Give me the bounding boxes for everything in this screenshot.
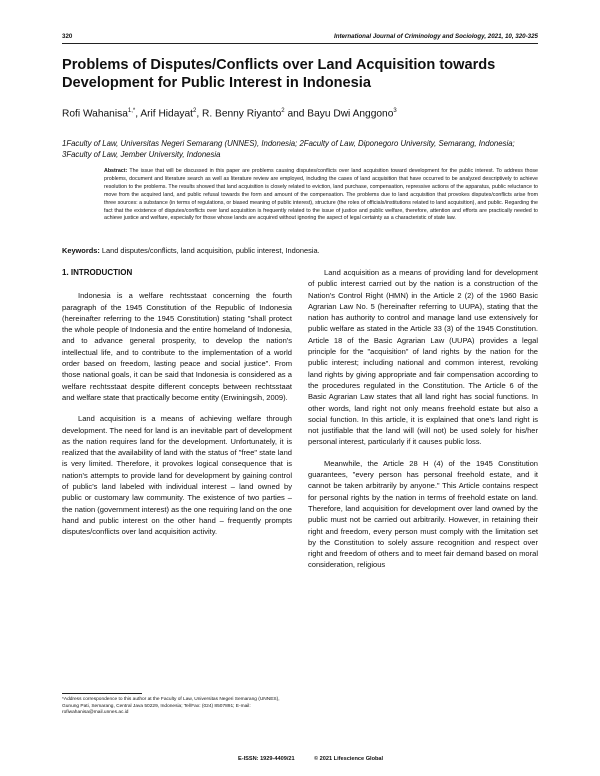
keywords	[62, 246, 538, 255]
author-name: Bayu Dwi Anggono	[307, 108, 394, 120]
header-rule	[62, 43, 538, 44]
author-name: Rofi Wahanisa	[62, 108, 128, 120]
keywords-label: Keywords:	[62, 246, 100, 255]
author-sup: 1,*	[127, 108, 136, 114]
author-list: Rofi Wahanisa$^{1,*}$, Arif Hidayat$^2$, R. Benny Riyanto$^2$ and Bayu Dwi Anggono$^3$	[62, 108, 397, 120]
right-column	[308, 267, 538, 581]
abstract-text: The issue that will be discussed in this paper are problems causing disputes/conflicts over land acquisition toward development for the public interest. To address those problems, document and literature search as well as literature review are employed, including the cases of land acquisition that have occurred to be analyzed descriptively to achieve resolution to the problems. The results showed that land acquisition is closely related to eviction, land purchase, compensation, repressive actions of the apparatus, public reluctance to move from the acquired land, and public refusal towards the form and amount of the compensation. The problems due to land acquisition that provokes disputes/conflicts arise from three sources: a substance (in terms of regulations, or biased meaning of public interest), structure (the roles of officials/institutions related to land acquisition), and public. Regarding the fact that the existence of disputes/conflicts over land acquisition is frequently related to the issue of justice and public welfare, therefore, attention and efforts are practically needed to achieve justice and welfare, especially for those whose lands are acquired without ignoring the aspect of legal certainty as a characteristic of state law.	[104, 168, 538, 222]
author-sup: 3	[393, 108, 397, 114]
footnote: *Address correspondence to this author at the Faculty of Law, Universitas Negeri Semarang (UNNES), Gunung Pati, Semarang, Central Java 50229, Indonesia; Tel/Fax: (024) 8507891; E-mail: rofiwahanisa@mail.unnes.ac.id	[62, 697, 280, 716]
author-sup: 2	[192, 108, 197, 114]
abstract	[104, 168, 538, 223]
issn: E-ISSN: 1929-4409/21	[238, 756, 295, 762]
abstract-label: Abstract:	[104, 168, 128, 174]
author-sup: 2	[281, 108, 285, 114]
journal-citation: International Journal of Criminology and Sociology, 2021, 10, 320-325	[333, 33, 538, 40]
author-name: Arif Hidayat	[140, 108, 193, 120]
paragraph: Indonesia is a welfare rechtsstaat concerning the fourth paragraph of the 1945 Constitution of the Republic of Indonesia (hereinafter referring to the 1945 Constitution) stating "shall protect the whole people of Indonesia and the entire homeland of Indonesia, and to advance general prosperity, to develop the nation's intellectual life, and to contribute to the implementation of a world order based on freedom, lasting peace and social justice". From those national goals, it can be said that Indonesia is considered as a welfare rechtsstaat despite different concepts between rechtsstaat and welfare state that practically become entity (Erwiningsih, 2009).	[62, 291, 292, 402]
copyright: © 2021 Lifescience Global	[314, 756, 384, 762]
paragraph: Land acquisition as a means of providing land for development of public interest carried out by the nation is a construction of the Nation's Control Right (HMN) in the Article 2 (2) of the 1960 Basic Agrarian Law No. 5 (hereinafter referring to UUPA), stating that the nation has authority to control and manage land use extensively for public welfare as stated in the Article 33 (3) of the 1945 Constitution. Article 18 of the Basic Agrarian Law (UUPA) provides a legal principle for the "acquisition" of land rights by the nation for the public interest; including national and common interest, revoking land rights by giving appropriate and fair compensation according to the procedures regulated in the Constitution. The Article 6 of the Basic Agrarian Law states that all land right has social functions. In other words, land right not only means freehold estate but also a social function. In this article, it is explained that one's land right is not justifiable that the land will (will not) be used solely for his/her personal interest, particularly if it causes public loss.	[308, 268, 538, 447]
affiliations: 1Faculty of Law, Universitas Negeri Semarang (UNNES), Indonesia; 2Faculty of Law, Diponegoro University, Semarang, Indonesia; 3Faculty of Law, Jember University, Indonesia	[62, 139, 515, 159]
page-number: 320	[62, 33, 73, 40]
section-heading: 1. INTRODUCTION	[62, 268, 133, 277]
paper-title: Problems of Disputes/Conflicts over Land Acquisition towards Development for Public Interest in Indonesia	[62, 57, 496, 91]
left-column	[62, 267, 292, 548]
author-name: R. Benny Riyanto	[202, 108, 282, 120]
keywords-text: Land disputes/conflicts, land acquisition, public interest, Indonesia.	[101, 246, 320, 255]
paragraph: Land acquisition is a means of achieving welfare through development. The need for land is an inevitable part of development as the nation requires land for the development. Unfortunately, it is realized that the availability of land with the status of "free" state land is very limited. Therefore, it provokes logical consequence that is nation's attempts to provide land for development by gaining control of public's land labeled with individual interest – land owned by public or customary law community. The existence of two parties – the nation (government interest) as the one requiring land on the one hand and public interest on the other hand – frequently prompts disputes/conflicts over land acquisition activity.	[62, 414, 292, 537]
paragraph: Meanwhile, the Article 28 H (4) of the 1945 Constitution guarantees, "every person has personal freehold estate, and it cannot be taken arbitrarily by anyone." This Article contains respect for personal rights by the nation in terms of freehold estate on land. Therefore, land acquisition for development over land owned by the public must not be carried out arbitrarily. However, in retaining their right and freedom, every person must comply with the limitation set by the Constitution to solely assure recognition and respect over right and freedom of others and to meet fair demand based on moral consideration, religious	[308, 458, 538, 570]
footnote-rule	[62, 693, 142, 694]
